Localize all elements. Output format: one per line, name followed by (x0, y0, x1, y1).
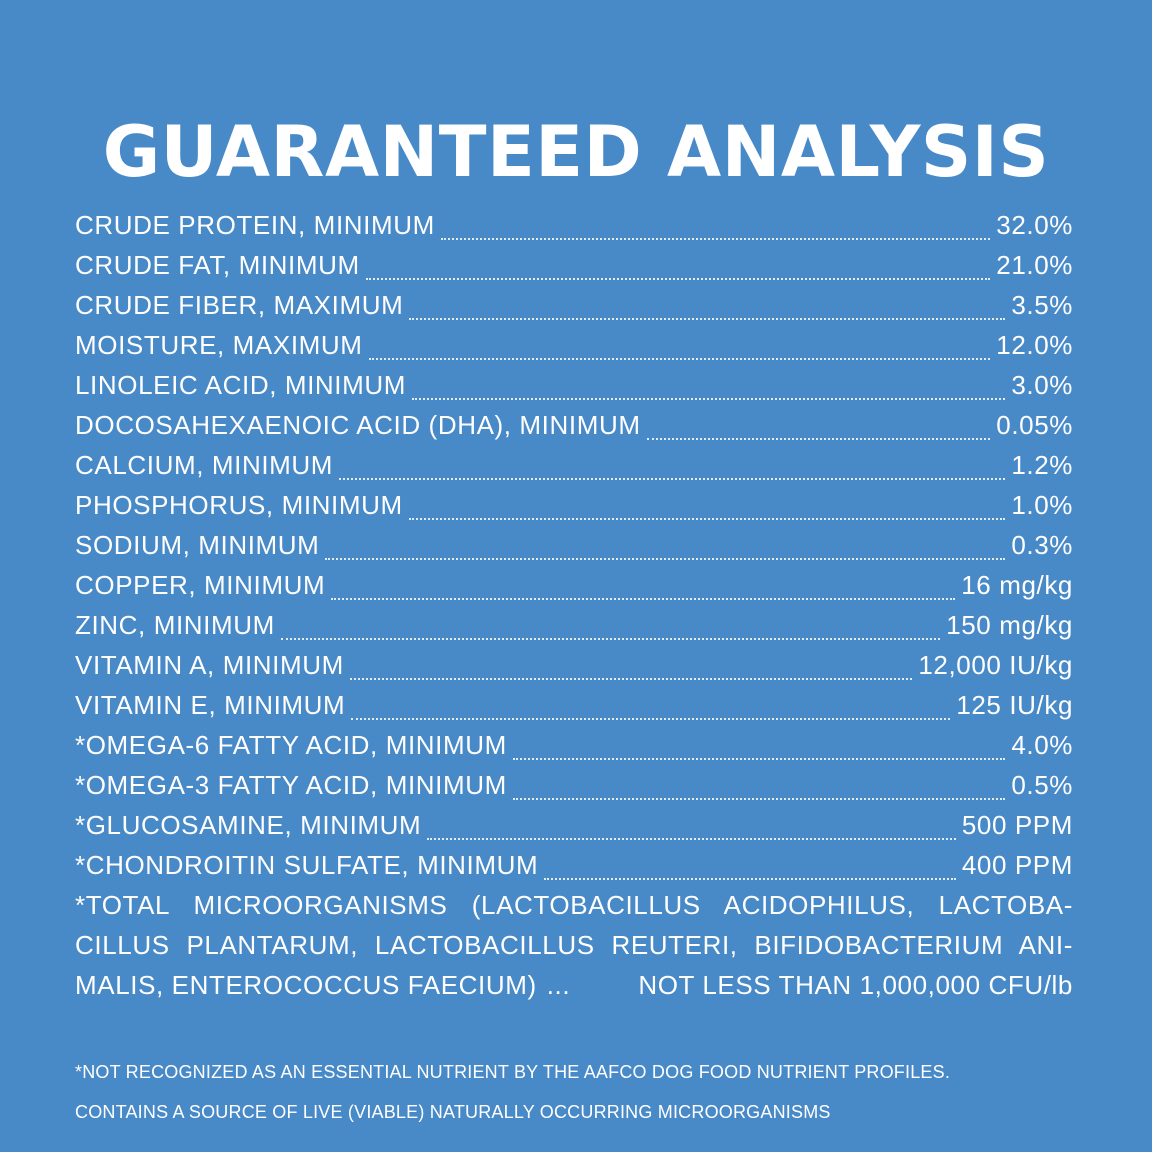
analysis-row (75, 445, 1073, 485)
nutrient-label: CRUDE FIBER, MAXIMUM (75, 290, 404, 320)
nutrient-value: 3.0% (1011, 370, 1073, 400)
analysis-row (75, 845, 1073, 885)
nutrient-value: 1.0% (1011, 490, 1073, 520)
analysis-row (75, 725, 1073, 765)
analysis-row (75, 685, 1073, 725)
dot-leader (412, 384, 1005, 400)
footnote-aafco: *NOT RECOGNIZED AS AN ESSENTIAL NUTRIENT BY THE AAFCO DOG FOOD NUTRIENT PROFILES. (75, 1062, 951, 1082)
nutrient-value: 21.0% (996, 250, 1073, 280)
nutrient-value: 12,000 IU/kg (918, 650, 1073, 680)
nutrient-label: CRUDE FAT, MINIMUM (75, 250, 360, 280)
nutrient-value: 32.0% (996, 210, 1073, 240)
microorganisms-line-3-text: MALIS, ENTEROCOCCUS FAECIUM) (75, 970, 537, 1000)
dot-leader (350, 664, 912, 680)
analysis-row (75, 805, 1073, 845)
dot-leader (281, 624, 940, 640)
nutrient-label: VITAMIN E, MINIMUM (75, 690, 346, 720)
dot-leader (427, 824, 956, 840)
panel-title: GUARANTEED ANALYSIS (102, 111, 1050, 193)
dot-leader (366, 264, 991, 280)
nutrient-label: *OMEGA-6 FATTY ACID, MINIMUM (75, 730, 507, 760)
nutrient-label: PHOSPHORUS, MINIMUM (75, 490, 403, 520)
analysis-table (75, 205, 1073, 885)
microorganisms-line-3 (75, 965, 1073, 1005)
dot-leader (369, 344, 991, 360)
analysis-row (75, 365, 1073, 405)
nutrient-value: 3.5% (1011, 290, 1073, 320)
dot-leader (441, 224, 990, 240)
nutrient-value: 125 IU/kg (956, 690, 1073, 720)
nutrient-value: 16 mg/kg (961, 570, 1073, 600)
dot-leader (351, 704, 950, 720)
nutrient-value: 1.2% (1011, 450, 1073, 480)
analysis-row (75, 525, 1073, 565)
footnotes (75, 1052, 1075, 1132)
nutrient-value: 0.3% (1011, 530, 1073, 560)
dot-leader (325, 544, 1005, 560)
nutrient-label: SODIUM, MINIMUM (75, 530, 320, 560)
nutrient-label: LINOLEIC ACID, MINIMUM (75, 370, 407, 400)
dot-leader (409, 304, 1005, 320)
nutrient-label: CALCIUM, MINIMUM (75, 450, 334, 480)
analysis-row (75, 565, 1073, 605)
dot-leader (409, 504, 1006, 520)
nutrient-label: *CHONDROITIN SULFATE, MINIMUM (75, 850, 539, 880)
analysis-row (75, 405, 1073, 445)
nutrient-value: 150 mg/kg (946, 610, 1073, 640)
dot-leader (331, 584, 955, 600)
dot-leader (513, 784, 1005, 800)
microorganisms-ellipsis: ... (546, 970, 571, 1000)
analysis-row (75, 765, 1073, 805)
nutrient-label: ZINC, MINIMUM (75, 610, 275, 640)
dot-leader (647, 424, 991, 440)
nutrient-label: CRUDE PROTEIN, MINIMUM (75, 210, 435, 240)
nutrient-label: *GLUCOSAMINE, MINIMUM (75, 810, 422, 840)
microorganisms-line-1: *TOTAL MICROORGANISMS (LACTOBACILLUS ACIDOPHILUS, LACTOBA- (75, 890, 1073, 920)
nutrient-label: *OMEGA-3 FATTY ACID, MINIMUM (75, 770, 507, 800)
dot-leader (544, 864, 956, 880)
nutrient-value: 12.0% (996, 330, 1073, 360)
nutrient-value: 400 PPM (961, 850, 1073, 880)
nutrient-label: DOCOSAHEXAENOIC ACID (DHA), MINIMUM (75, 410, 641, 440)
analysis-row (75, 605, 1073, 645)
nutrient-label: VITAMIN A, MINIMUM (75, 650, 344, 680)
nutrient-value: 0.05% (996, 410, 1073, 440)
analysis-row (75, 645, 1073, 685)
nutrient-value: 4.0% (1011, 730, 1073, 760)
analysis-row (75, 485, 1073, 525)
nutrient-label: MOISTURE, MAXIMUM (75, 330, 363, 360)
dot-leader (513, 744, 1005, 760)
microorganisms-entry (75, 885, 1073, 1005)
microorganisms-line-2: CILLUS PLANTARUM, LACTOBACILLUS REUTERI, BIFIDOBACTERIUM ANI- (75, 930, 1073, 960)
footnote-live-microorganisms: CONTAINS A SOURCE OF LIVE (VIABLE) NATURALLY OCCURRING MICROORGANISMS (75, 1102, 831, 1122)
nutrient-value: 0.5% (1011, 770, 1073, 800)
microorganisms-value: NOT LESS THAN 1,000,000 CFU/lb (638, 970, 1073, 1000)
analysis-row (75, 205, 1073, 245)
analysis-row (75, 285, 1073, 325)
dot-leader (339, 464, 1005, 480)
analysis-row (75, 245, 1073, 285)
analysis-row (75, 325, 1073, 365)
nutrient-label: COPPER, MINIMUM (75, 570, 326, 600)
nutrient-value: 500 PPM (961, 810, 1073, 840)
